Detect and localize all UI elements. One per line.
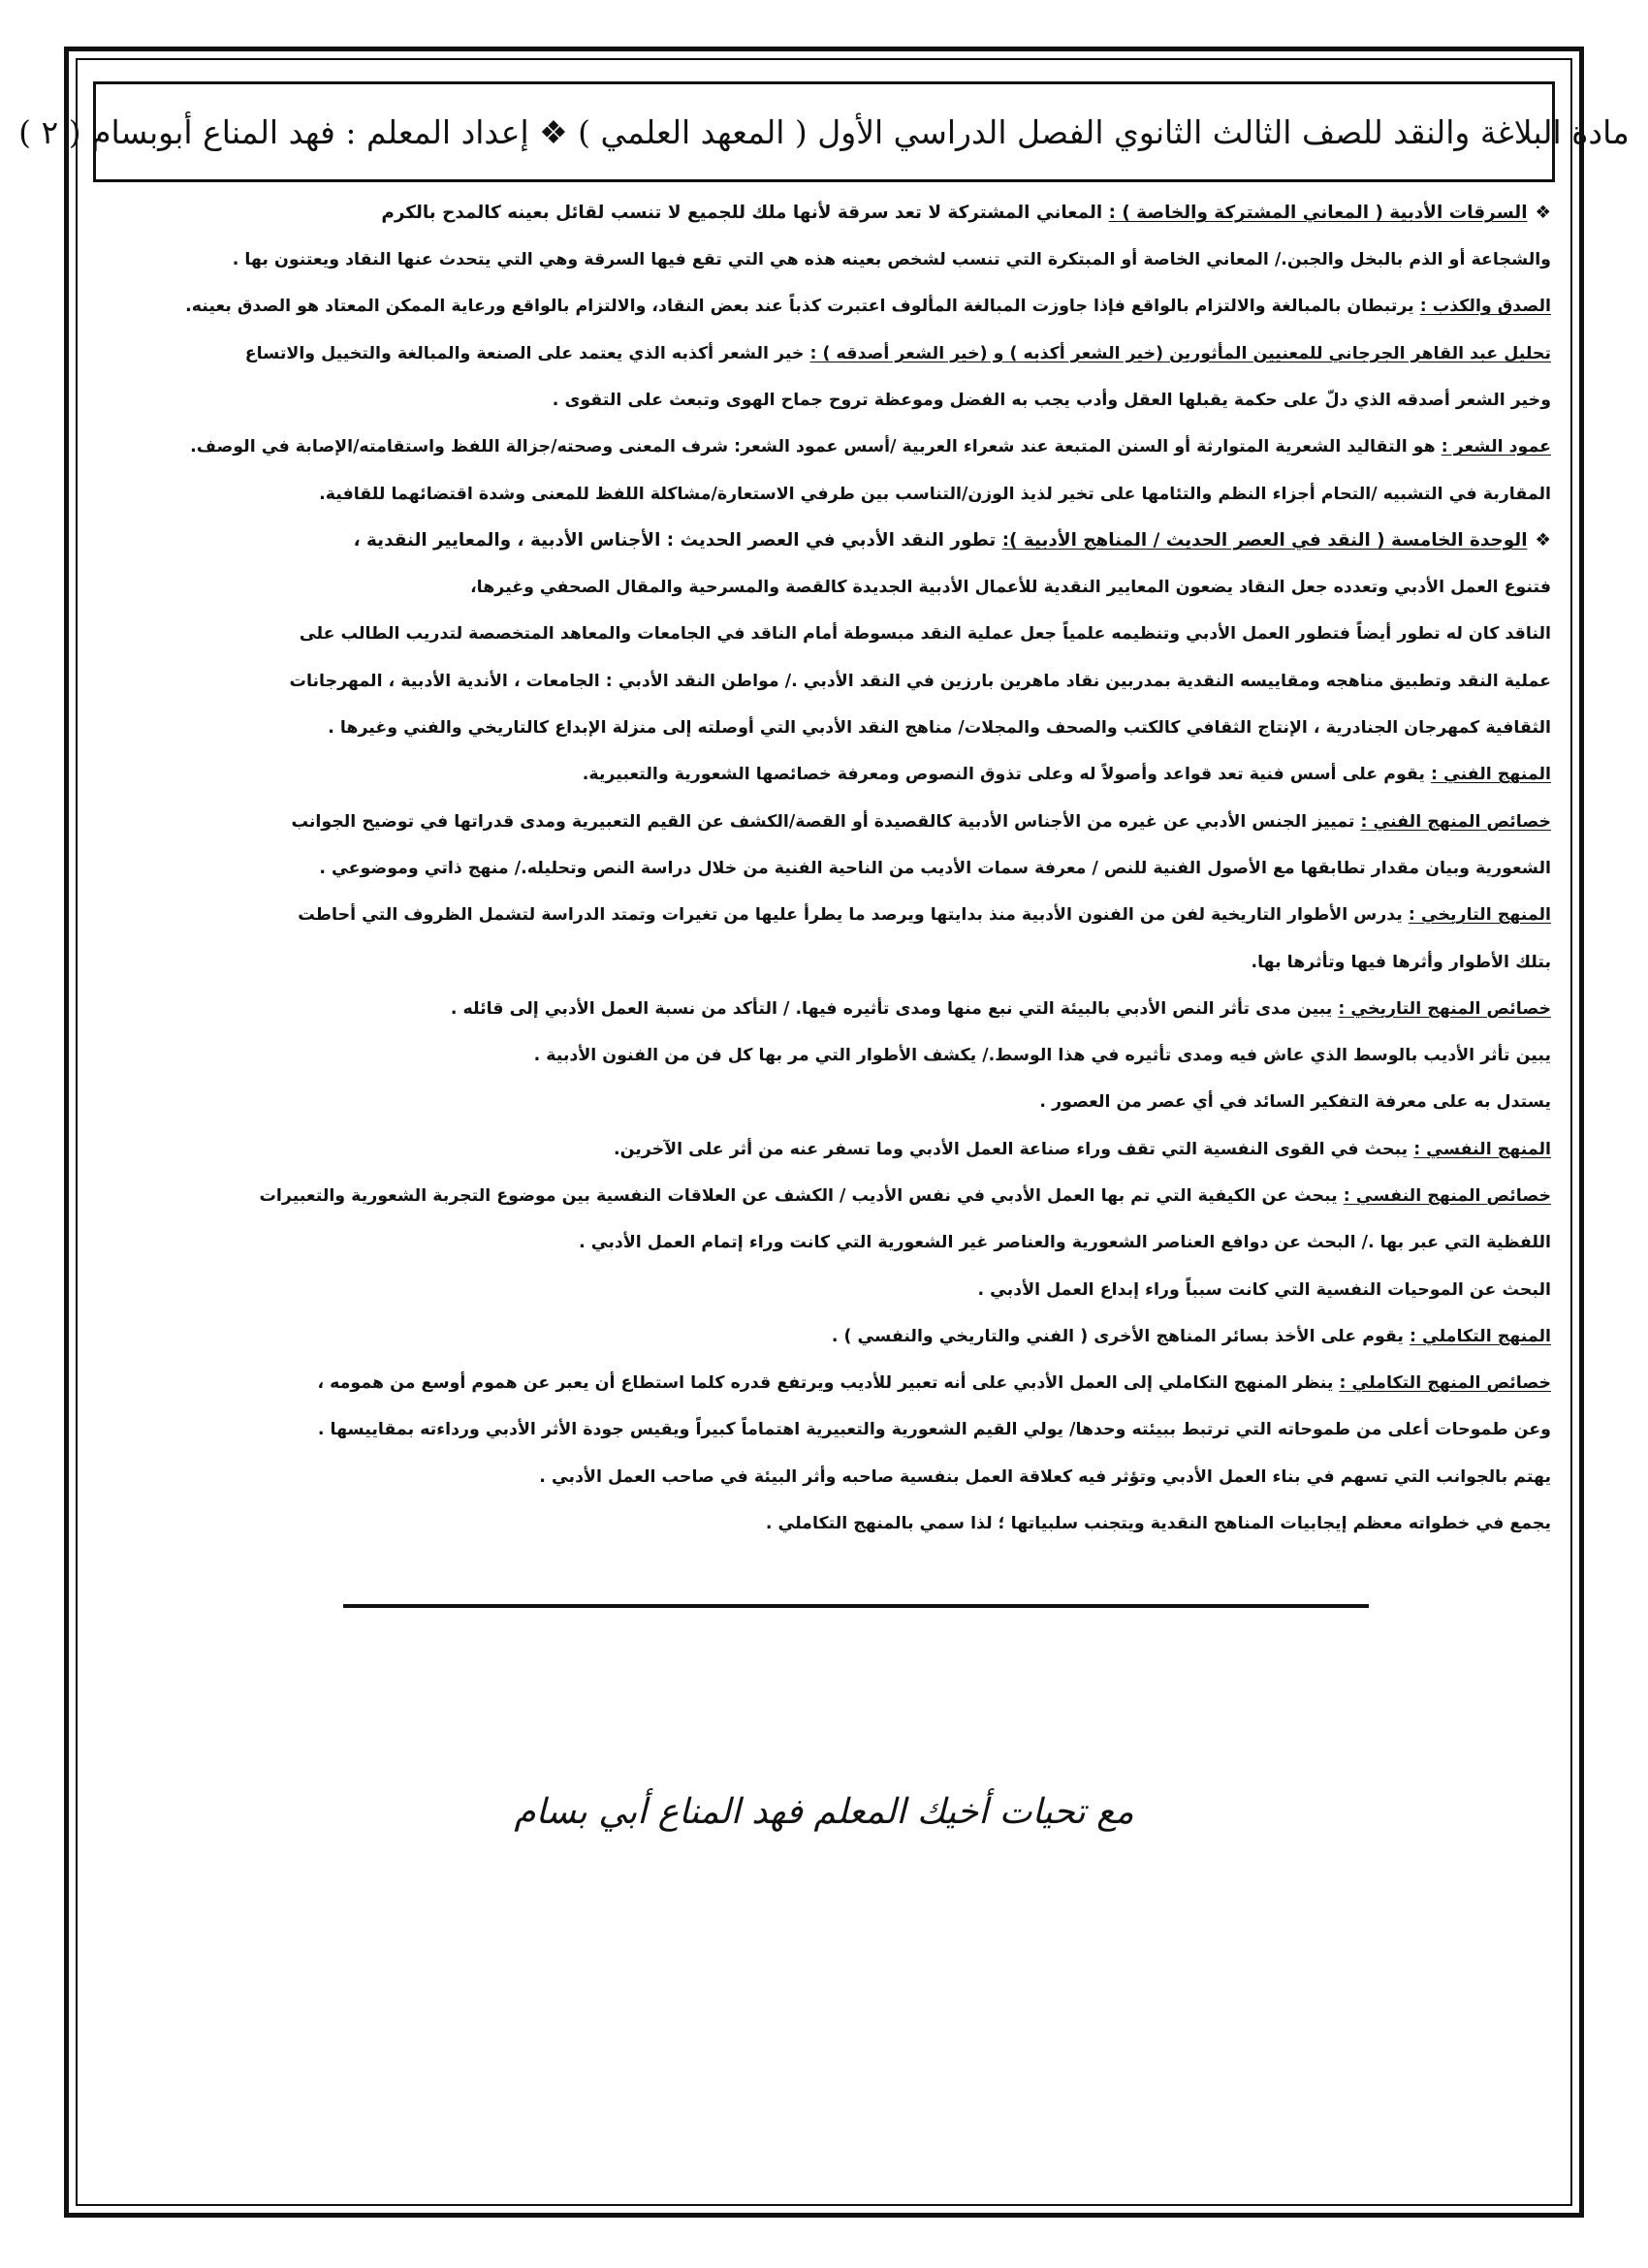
term-label: خصائص المنهج التاريخي : (1338, 998, 1551, 1019)
line-text: ينظر المنهج التكاملي إلى العمل الأدبي على أنه تعبير للأديب ويرتفع قدره كلما استطاع أن يعبر عن هموم أوسع من همومه ، (317, 1373, 1340, 1394)
line-text: يبين مدى تأثر النص الأدبي بالبيئة التي نبع منها ومدى تأثيره فيها. / التأكد من نسبة العمل الأدبي إلى قائله . (450, 998, 1339, 1019)
line-text: يرتبطان بالمبالغة والالتزام بالواقع فإذا جاوزت المبالغة المألوف اعتبرت كذباً عند بعض النقاد، والالتزام بالواقع ورعاية الممكن المعتاد هو الصدق بعينه. (185, 297, 1420, 317)
signature: مع تحيات أخيك المعلم فهد المناع أبي بسام (514, 1792, 1134, 1832)
text-line (97, 1454, 1551, 1500)
text-line (97, 1407, 1551, 1454)
text-line (97, 939, 1551, 986)
line-text: يبحث في القوى النفسية التي تقف وراء صناعة العمل الأدبي وما تسفر عنه من أثر على الآخرين. (614, 1139, 1414, 1159)
line-text: البحث عن الموحيات النفسية التي كانت سبباً وراء إبداع العمل الأدبي . (977, 1279, 1551, 1300)
term-label: الوحدة الخامسة ( النقد في العصر الحديث / المناهج الأدبية ): (1001, 530, 1528, 551)
diamond-bullet-icon: ❖ (1535, 203, 1551, 224)
text-line (97, 1313, 1551, 1360)
line-text: المعاني المشتركة لا تعد سرقة لأنها ملك للجميع لا تنسب لقائل بعينه كالمدح بالكرم (381, 203, 1109, 224)
text-line (97, 1173, 1551, 1219)
text-line (97, 564, 1551, 611)
text-line (97, 845, 1551, 892)
separator-line (343, 1604, 1369, 1608)
text-line (97, 752, 1551, 799)
text-line (97, 799, 1551, 845)
line-text: الثقافية كمهرجان الجنادرية ، الإنتاج الثقافي كالكتب والصحف والمجلات/ مناهج النقد الأدبي التي أوصلته إلى منزلة الإبداع كالتاريخي والفني وغيرها . (328, 718, 1551, 739)
line-text: الناقد كان له تطور أيضاً فتطور العمل الأدبي وتنظيمه علمياً جعل عملية النقد مبسوطة أمام الناقد في الجامعات والمعاهد المتخصصة لتدريب الطالب على (299, 624, 1551, 645)
line-text: بتلك الأطوار وأثرها فيها وتأثرها بها. (1251, 952, 1551, 972)
term-label: المنهج التكاملي : (1409, 1326, 1551, 1346)
line-text: يبحث عن الكيفية التي تم بها العمل الأدبي في نفس الأديب / الكشف عن العلاقات النفسية بين موضوع التجربة الشعورية والتعبيرات (259, 1185, 1344, 1206)
text-line (97, 1032, 1551, 1079)
line-text: الشعورية وبيان مقدار تطابقها مع الأصول الفنية للنص / معرفة سمات الأديب من الناحية الفنية من خلال دراسة النص وتحليله./ منهج ذاتي وموضوعي . (319, 858, 1551, 878)
section-heading-line (97, 518, 1551, 564)
page-header (18, 81, 1630, 182)
term-label: خصائص المنهج الفني : (1360, 811, 1551, 832)
text-line (97, 236, 1551, 283)
line-text: والشجاعة أو الذم بالبخل والجبن./ المعاني الخاصة أو المبتكرة التي تنسب لشخص بعينه هذه هي التي تقع فيها السرقة وهي التي يتحدث عنها النقاد ويعتنون بها . (232, 250, 1551, 270)
term-label: المنهج النفسي : (1413, 1139, 1551, 1159)
term-label: عمود الشعر : (1441, 437, 1551, 457)
header-title: مادة البلاغة والنقد للصف الثالث الثانوي الفصل الدراسي الأول ( المعهد العلمي ) ❖ إعداد المعلم : فهد المناع أبوبسام ( ٢ ) (18, 112, 1630, 151)
text-line (97, 1080, 1551, 1126)
term-label: تحليل عبد القاهر الجرجاني للمعنيين المأثورين (خير الشعر أكذبه ) و (خير الشعر أصدقه ) : (809, 343, 1551, 363)
text-line (97, 284, 1551, 331)
text-line (97, 705, 1551, 751)
line-text: اللفظية التي عبر بها ./ البحث عن دوافع العناصر الشعورية والعناصر غير الشعورية التي كانت وراء إتمام العمل الأدبي . (579, 1233, 1551, 1253)
line-text: يدرس الأطوار التاريخية لفن من الفنون الأدبية منذ بدايتها ويرصد ما يطرأ عليها من تغيرات وتمتد الدراسة لتشمل الظروف التي أحاطت (298, 905, 1409, 926)
line-text: المقاربة في التشبيه /التحام أجزاء النظم والتئامها على تخير لذيذ الوزن/التناسب بين طرفي الاستعارة/مشاكلة اللفظ للمعنى وشدة اقتضائهما للقافية. (319, 484, 1551, 504)
diamond-bullet-icon: ❖ (1535, 530, 1551, 551)
term-label: السرقات الأدبية ( المعاني المشتركة والخاصة ) : (1108, 203, 1528, 224)
text-line (97, 1220, 1551, 1267)
text-line (97, 612, 1551, 658)
text-line (97, 658, 1551, 705)
text-line (97, 331, 1551, 377)
text-line (97, 1267, 1551, 1313)
text-line (97, 892, 1551, 938)
line-text: يهتم بالجوانب التي تسهم في بناء العمل الأدبي وتؤثر فيه كعلاقة العمل بنفسية صاحبه وأثر البيئة في صاحب العمل الأدبي . (539, 1466, 1551, 1487)
line-text: يستدل به على معرفة التفكير السائد في أي عصر من العصور . (1039, 1092, 1551, 1113)
term-label: المنهج التاريخي : (1408, 905, 1551, 926)
line-text: فتنوع العمل الأدبي وتعدده جعل النقاد يضعون المعايير النقدية للأعمال الأدبية الجديدة كالقصة والمسرحية والمقال الصحفي وغيرها، (470, 578, 1551, 598)
term-label: خصائص المنهج التكاملي : (1339, 1373, 1551, 1394)
term-label: الصدق والكذب : (1419, 297, 1551, 317)
section-heading-line (97, 190, 1551, 236)
term-label: المنهج الفني : (1430, 765, 1551, 785)
line-text: هو التقاليد الشعرية المتوارثة أو السنن المتبعة عند شعراء العربية /أسس عمود الشعر: شرف المعنى وصحته/جزالة اللفظ واستقامته/الإصابة في الوصف. (190, 437, 1442, 457)
line-text: يقوم على الأخذ بسائر المناهج الأخرى ( الفني والتاريخي والنفسي ) . (831, 1326, 1410, 1346)
line-text: تطور النقد الأدبي في العصر الحديث : الأجناس الأدبية ، والمعايير النقدية ، (353, 530, 1002, 551)
line-text: يجمع في خطواته معظم إيجابيات المناهج النقدية ويتجنب سلبياتها ؛ لذا سمي بالمنهج التكاملي . (765, 1514, 1551, 1534)
line-text: تمييز الجنس الأدبي عن غيره من الأجناس الأدبية كالقصيدة أو القصة/الكشف عن القيم التعبيرية ومدى قدراتها في توضيح الجوانب (291, 811, 1361, 832)
text-line (97, 1126, 1551, 1173)
text-line (97, 424, 1551, 470)
text-line (97, 986, 1551, 1032)
text-line (97, 1360, 1551, 1406)
line-text: يقوم على أسس فنية تعد قواعد وأصولاً له وعلى تذوق النصوص ومعرفة خصائصها الشعورية والتعبيرية. (582, 765, 1431, 785)
term-label: خصائص المنهج النفسي : (1343, 1185, 1551, 1206)
text-line (97, 377, 1551, 424)
line-text: يبين تأثر الأديب بالوسط الذي عاش فيه ومدى تأثيره في هذا الوسط./ يكشف الأطوار التي مر بها كل فن من الفنون الأدبية . (533, 1046, 1551, 1066)
line-text: وعن طموحات أعلى من طموحاته التي ترتبط ببيئته وحدها/ يولي القيم الشعورية والتعبيرية اهتماماً كبيراً ويقيس جودة الأثر الأدبي ورداءته بمقاييسها . (317, 1420, 1551, 1440)
line-text: عملية النقد وتطبيق مناهجه ومقاييسه النقدية بمدربين نقاد ماهرين بارزين في النقد الأدبي ./ مواطن النقد الأدبي : الجامعات ، الأندية الأدبية ، المهرجانات (289, 671, 1551, 691)
text-line (97, 471, 1551, 518)
text-line (97, 1500, 1551, 1547)
document-body (97, 190, 1551, 1548)
line-text: وخير الشعر أصدقه الذي دلّ على حكمة يقبلها العقل وأدب يجب به الفضل وموعظة تروح جماح الهوى وتبعث على التقوى . (552, 390, 1551, 410)
line-text: خير الشعر أكذبه الذي يعتمد على الصنعة والمبالغة والتخييل والاتساع (244, 343, 810, 363)
